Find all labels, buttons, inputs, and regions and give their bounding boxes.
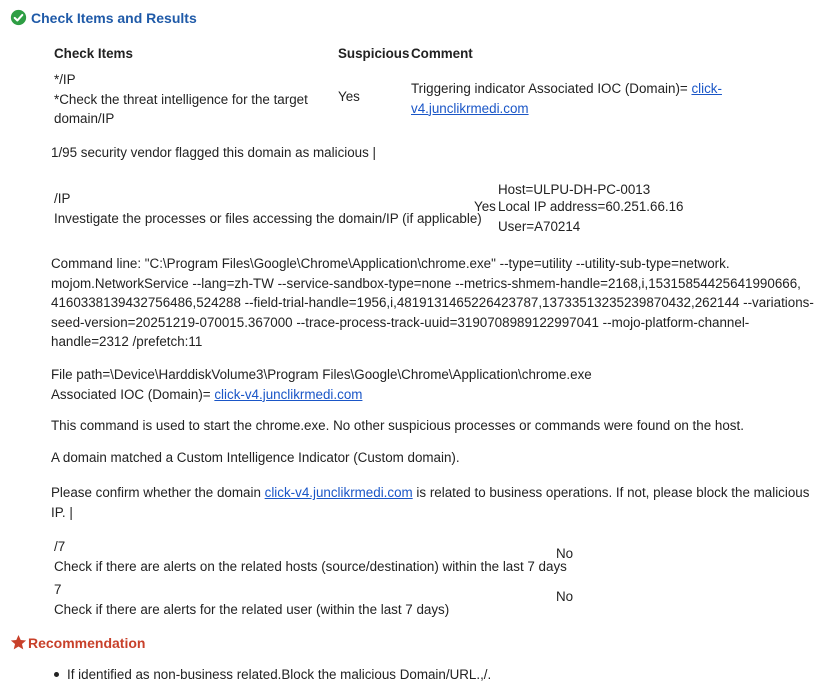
confirm-prefix: Please confirm whether the domain: [51, 485, 265, 500]
recommendation-text: If identified as non-business related.Block the malicious Domain/URL.,/.: [67, 667, 492, 682]
row1-line2: *Check the threat intelligence for the target: [54, 91, 308, 107]
command-line-3: 4160338139432756486,524288 --field-trial-handle=1956,i,4819131465226423787,13733513235239870432,262144 --variations-: [51, 295, 814, 310]
file-path: File path=\Device\HarddiskVolume3\Program Files\Google\Chrome\Application\chrome.exe: [51, 367, 592, 382]
command-line-2: mojom.NetworkService --lang=zh-TW --service-sandbox-type=none --metrics-shmem-handle=2168,i,15315854425641990666,: [51, 275, 801, 291]
row2-check-item: [54, 189, 482, 228]
row2-comment-host: Host=ULPU-DH-PC-0013: [498, 182, 651, 197]
alert-row1-line1: /7: [54, 539, 66, 554]
row1-suspicious: Yes: [338, 89, 360, 104]
assoc-ioc-label: Associated IOC (Domain)=: [51, 386, 215, 402]
star-icon: [10, 634, 27, 651]
assoc-ioc-link[interactable]: click-v4.junclikrmedi.com: [214, 386, 363, 402]
ioc-link-part2[interactable]: v4.junclikrmedi.com: [411, 100, 529, 116]
row1-check-item: [54, 70, 308, 129]
alert-row2-line1: 7: [54, 582, 62, 597]
row2-comment-user: User=A70214: [498, 219, 581, 234]
recommendation-header: [10, 634, 145, 651]
confirm-block: [51, 483, 809, 522]
row1-comment-text: Triggering indicator Associated IOC (Domain)=: [411, 81, 692, 96]
alert-row1-line2: Check if there are alerts on the related hosts (source/destination) within the last 7 days: [54, 558, 567, 574]
alert-row2-item: [54, 580, 449, 619]
check-items-title: Check Items and Results: [31, 9, 197, 26]
alert-row1-result: No: [556, 546, 574, 561]
confirm-line2: IP. |: [51, 504, 73, 520]
row2-comment-ip: Local IP address=60.251.66.16: [498, 199, 684, 214]
header-check-items: Check Items: [54, 46, 133, 61]
header-suspicious: Suspicious: [338, 46, 410, 61]
check-items-header: [10, 9, 197, 26]
command-line-block: [51, 254, 814, 352]
custom-indicator-note: A domain matched a Custom Intelligence Indicator (Custom domain).: [51, 450, 460, 465]
recommendation-title: Recommendation: [28, 634, 146, 651]
alert-row2-result: No: [556, 589, 574, 604]
vendor-flag-note: 1/95 security vendor flagged this domain as malicious |: [51, 145, 377, 160]
command-note: This command is used to start the chrome.exe. No other suspicious processes or commands were found on the host.: [51, 418, 744, 433]
row1-line1: */IP: [54, 72, 76, 87]
file-path-block: [51, 365, 592, 404]
bullet-dot-icon: [54, 672, 59, 677]
command-line-4: seed-version=20251219-070015.367000 --trace-process-track-uuid=3190708989122997041 --mojo-platform-channel-: [51, 314, 750, 330]
recommendation-item: [54, 667, 491, 682]
confirm-suffix: is related to business operations. If not, please block the malicious: [412, 485, 810, 500]
ioc-link-part1[interactable]: click-: [691, 81, 722, 96]
row2-line2: Investigate the processes or files accessing the domain/IP (if applicable): [54, 210, 482, 226]
row1-line3: domain/IP: [54, 111, 115, 126]
row2-suspicious: Yes: [474, 199, 496, 214]
row1-comment: [411, 79, 722, 118]
alert-row1-item: [54, 537, 567, 576]
confirm-domain-link[interactable]: click-v4.junclikrmedi.com: [264, 485, 413, 500]
check-circle-icon: [10, 9, 27, 26]
header-comment: Comment: [411, 46, 473, 61]
command-line-1: Command line: "C:\Program Files\Google\Chrome\Application\chrome.exe" --type=utility --utility-sub-type=network.: [51, 256, 730, 271]
alert-row2-line2: Check if there are alerts for the related user (within the last 7 days): [54, 601, 450, 617]
command-line-5: handle=2312 /prefetch:11: [51, 334, 203, 349]
row2-line1: /IP: [54, 191, 71, 206]
